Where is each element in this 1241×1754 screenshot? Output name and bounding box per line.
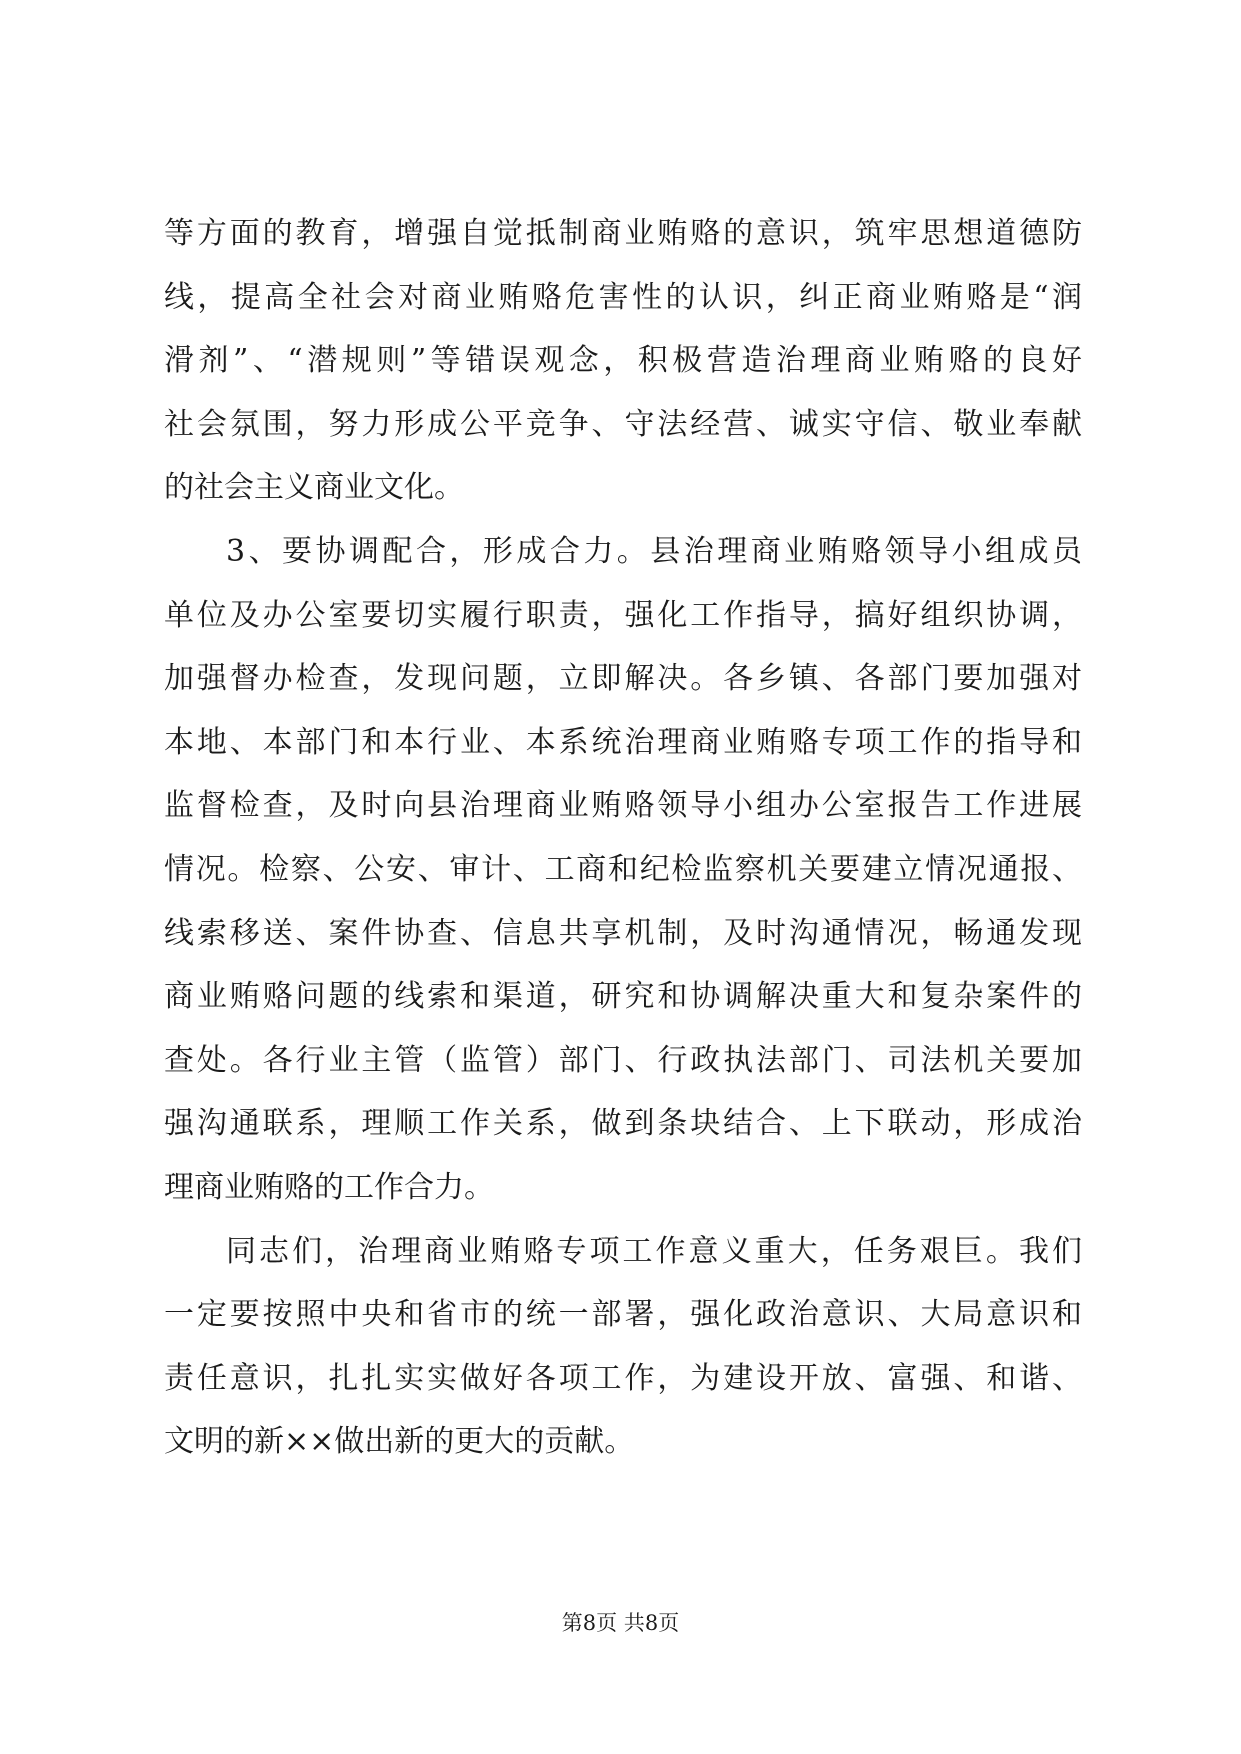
paragraph-start-line: 同志们，治理商业贿赂专项工作意义重大，任务艰巨。我们	[226, 1233, 1082, 1269]
text-line: 线，提高全社会对商业贿赂危害性的认识，纠正商业贿赂是“润	[164, 279, 1082, 315]
paragraph-start-line: 3、要协调配合，形成合力。县治理商业贿赂领导小组成员	[226, 533, 1082, 569]
text-line: 加强督办检查，发现问题，立即解决。各乡镇、各部门要加强对	[164, 661, 1082, 697]
text-line: 线索移送、案件协查、信息共享机制，及时沟通情况，畅通发现	[164, 915, 1082, 951]
text-line: 滑剂”、“潜规则”等错误观念，积极营造治理商业贿赂的良好	[164, 343, 1082, 379]
document-body	[164, 202, 1082, 1474]
text-line: 单位及办公室要切实履行职责，强化工作指导，搞好组织协调，	[164, 597, 1082, 633]
text-line: 本地、本部门和本行业、本系统治理商业贿赂专项工作的指导和	[164, 724, 1082, 760]
text-line: 监督检查，及时向县治理商业贿赂领导小组办公室报告工作进展	[164, 788, 1082, 824]
text-line: 查处。各行业主管（监管）部门、行政执法部门、司法机关要加	[164, 1042, 1082, 1078]
text-line: 强沟通联系，理顺工作关系，做到条块结合、上下联动，形成治	[164, 1106, 1082, 1142]
text-line: 责任意识，扎扎实实做好各项工作，为建设开放、富强、和谐、	[164, 1360, 1082, 1396]
text-line: 情况。检察、公安、审计、工商和纪检监察机关要建立情况通报、	[164, 851, 1082, 887]
text-line: 商业贿赂问题的线索和渠道，研究和协调解决重大和复杂案件的	[164, 979, 1082, 1015]
text-line: 的社会主义商业文化。	[164, 470, 464, 506]
text-line: 理商业贿赂的工作合力。	[164, 1169, 494, 1205]
text-line: 社会氛围，努力形成公平竞争、守法经营、诚实守信、敬业奉献	[164, 406, 1082, 442]
text-line: 一定要按照中央和省市的统一部署，强化政治意识、大局意识和	[164, 1297, 1082, 1333]
text-line: 等方面的教育，增强自觉抵制商业贿赂的意识，筑牢思想道德防	[164, 216, 1082, 251]
text-line: 文明的新××做出新的更大的贡献。	[164, 1424, 635, 1460]
page-number-footer: 第8页 共8页	[561, 1611, 680, 1635]
